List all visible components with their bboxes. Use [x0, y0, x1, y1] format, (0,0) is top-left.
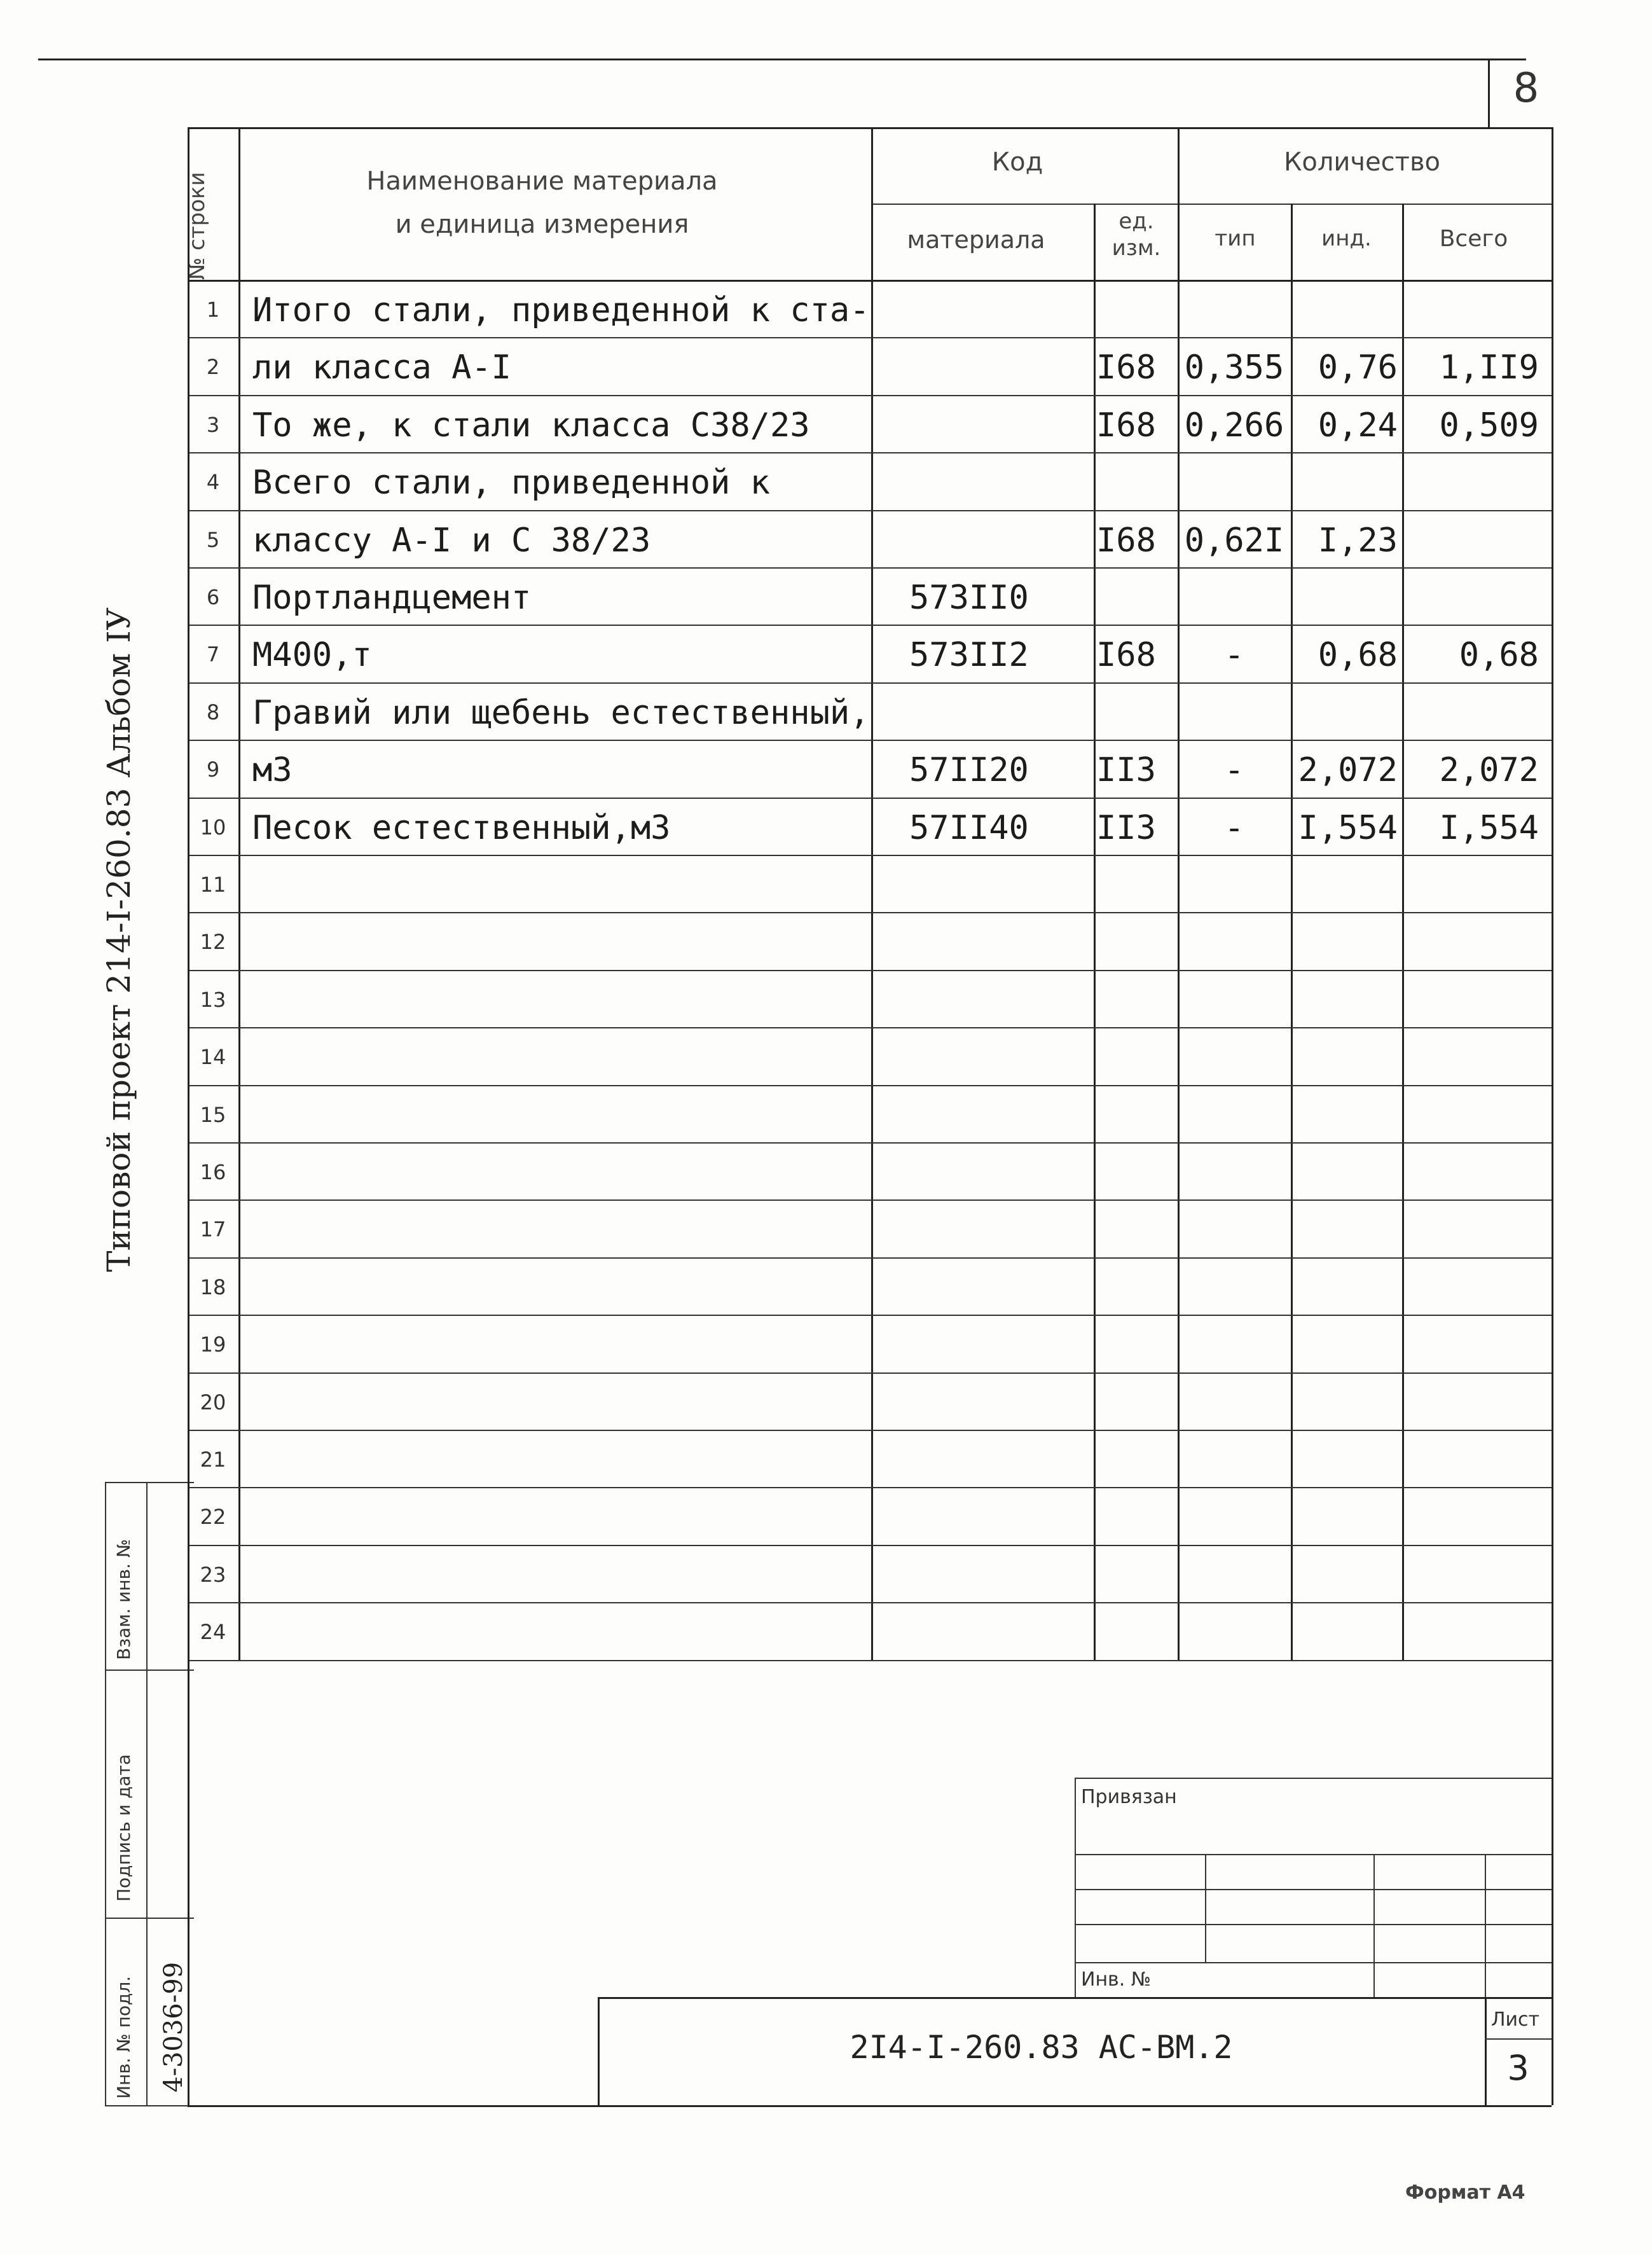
unit-code: I68 [1096, 349, 1156, 387]
row-separator [188, 855, 1552, 856]
row-number: 8 [206, 700, 220, 724]
frame-bottom [188, 2105, 1552, 2107]
stamp-line-2 [1075, 1889, 1552, 1890]
header-bottom-line [188, 280, 1552, 282]
qty-ind: I,554 [1298, 808, 1398, 847]
qty-typ: 0,355 [1184, 349, 1284, 387]
frame-left [188, 127, 189, 2105]
material-name: классу А-I и С 38/23 [252, 521, 651, 560]
unit-code: II3 [1096, 751, 1156, 790]
qty-typ: - [1224, 808, 1244, 847]
row-separator [188, 1545, 1552, 1546]
header-total: Всего [1439, 226, 1508, 252]
row-separator [188, 1315, 1552, 1316]
qty-total: 2,072 [1439, 751, 1539, 790]
stamp-top [1075, 1778, 1552, 1779]
header-code: Код [991, 148, 1043, 177]
row-number: 3 [206, 412, 220, 437]
row-number: 21 [200, 1448, 226, 1472]
designation-top [598, 1997, 1552, 1999]
material-name: М400,т [252, 636, 372, 675]
header-unit-line2: изм. [1112, 235, 1161, 261]
row-separator [188, 1085, 1552, 1086]
stamp-col-1 [1205, 1854, 1206, 1962]
row-number: 22 [200, 1505, 226, 1530]
unit-code: II3 [1096, 808, 1156, 847]
material-name: Портландцемент [252, 579, 532, 617]
row-number: 9 [206, 757, 220, 782]
row-separator [188, 970, 1552, 971]
row-number: 18 [200, 1275, 226, 1299]
row-separator [188, 567, 1552, 569]
row-number: 20 [200, 1390, 226, 1414]
qty-ind: 0,68 [1318, 636, 1398, 675]
row-number: 16 [200, 1160, 226, 1184]
header-row-no: № строки [184, 172, 210, 280]
material-name: То же, к стали класса С38/23 [252, 406, 810, 445]
qty-typ: - [1224, 636, 1244, 675]
qty-typ: 0,266 [1184, 406, 1284, 445]
header-typ: тип [1215, 226, 1256, 251]
row-separator [188, 1142, 1552, 1144]
row-number: 15 [200, 1102, 226, 1127]
row-separator [188, 625, 1552, 626]
header-ind: инд. [1321, 226, 1372, 251]
margin-row-4 [105, 2105, 194, 2106]
material-name: Гравий или щебень естественный, [252, 693, 870, 732]
qty-ind: 0,24 [1318, 406, 1398, 445]
margin-col-mid [146, 1482, 148, 2105]
page-number-box-left [1488, 59, 1490, 128]
row-separator [188, 1027, 1552, 1028]
format-label: Формат А4 [1405, 2181, 1525, 2204]
margin-row-3 [105, 1918, 194, 1919]
qty-ind: 2,072 [1298, 751, 1398, 790]
material-code: 573II0 [909, 579, 1029, 617]
header-name-line2: и единица измерения [395, 210, 689, 239]
row-number: 10 [200, 815, 226, 840]
table-col-line [1094, 204, 1096, 1660]
page-number: 8 [1513, 65, 1539, 112]
material-code: 57II20 [909, 751, 1029, 790]
stamp-left [1075, 1778, 1076, 1997]
header-name-line1: Наименование материала [366, 167, 718, 196]
material-code: 573II2 [909, 636, 1029, 675]
unit-code: I68 [1096, 521, 1156, 560]
row-number: 19 [200, 1332, 226, 1357]
stamp-col-2 [1373, 1854, 1375, 1997]
qty-total: 0,509 [1439, 406, 1539, 445]
side-title: Типовой проект 214-I-260.83 Альбом IУ [100, 607, 137, 1272]
stamp-line-1 [1075, 1854, 1552, 1855]
row-separator [188, 1200, 1552, 1201]
row-number: 4 [206, 470, 220, 495]
stamp-bound: Привязан [1081, 1786, 1177, 1808]
unit-code: I68 [1096, 406, 1156, 445]
sheet-label: Лист [1491, 2009, 1540, 2031]
row-number: 5 [206, 527, 220, 552]
sheet-value: 3 [1507, 2048, 1529, 2088]
material-name: ли класса А-I [252, 349, 511, 387]
row-separator [188, 1602, 1552, 1603]
qty-total: 0,68 [1459, 636, 1539, 675]
margin-inv-podl: Инв. № подл. [113, 1975, 134, 2099]
material-name: Песок естественный,м3 [252, 808, 671, 847]
row-number: 13 [200, 987, 226, 1012]
row-separator [188, 1430, 1552, 1431]
header-mid-line [871, 204, 1552, 205]
row-number: 14 [200, 1045, 226, 1070]
qty-ind: I,23 [1318, 521, 1398, 560]
qty-typ: 0,62I [1184, 521, 1284, 560]
stamp-line-3 [1075, 1924, 1552, 1925]
row-separator [188, 510, 1552, 511]
qty-ind: 0,76 [1318, 349, 1398, 387]
designation: 2I4-I-260.83 АС-ВМ.2 [850, 2029, 1233, 2066]
material-name: м3 [252, 751, 293, 790]
row-number: 24 [200, 1620, 226, 1645]
header-unit-line1: ед. [1119, 209, 1154, 234]
row-separator [188, 1372, 1552, 1374]
row-separator [188, 740, 1552, 741]
margin-vzam-inv: Взам. инв. № [113, 1538, 134, 1660]
stamp-line-4 [1075, 1962, 1552, 1963]
top-border [38, 59, 1526, 60]
row-separator [188, 1257, 1552, 1259]
row-number: 23 [200, 1562, 226, 1587]
qty-typ: - [1224, 751, 1244, 790]
row-number: 11 [200, 873, 226, 897]
margin-col-left [105, 1482, 106, 2105]
margin-row-1 [105, 1482, 194, 1483]
row-separator [188, 1660, 1552, 1661]
material-name: Всего стали, приведенной к [252, 464, 770, 502]
sheet-line [1485, 2038, 1552, 2040]
row-number: 2 [206, 355, 220, 380]
header-material: материала [907, 226, 1045, 254]
row-separator [188, 912, 1552, 913]
margin-sign-date: Подпись и дата [113, 1754, 134, 1902]
margin-inv-podl-value: 4-3036-99 [159, 1961, 188, 2092]
table-top-line [188, 127, 1552, 129]
stamp-col-3 [1485, 1854, 1486, 1997]
qty-total: 1,II9 [1439, 349, 1539, 387]
margin-row-2 [105, 1670, 194, 1671]
row-separator [188, 452, 1552, 453]
row-separator [188, 395, 1552, 396]
row-separator [188, 1487, 1552, 1488]
header-quantity: Количество [1283, 148, 1440, 177]
unit-code: I68 [1096, 636, 1156, 675]
row-separator [188, 798, 1552, 799]
stamp-inv-no: Инв. № [1081, 1968, 1152, 1991]
row-separator [188, 682, 1552, 684]
material-name: Итого стали, приведенной к ста- [252, 291, 870, 329]
row-number: 17 [200, 1217, 226, 1242]
row-number: 12 [200, 930, 226, 955]
frame-right [1552, 127, 1553, 2105]
row-separator [188, 337, 1552, 338]
row-number: 1 [206, 298, 220, 322]
qty-total: I,554 [1439, 808, 1539, 847]
row-number: 7 [206, 642, 220, 667]
row-number: 6 [206, 585, 220, 609]
material-code: 57II40 [909, 808, 1029, 847]
